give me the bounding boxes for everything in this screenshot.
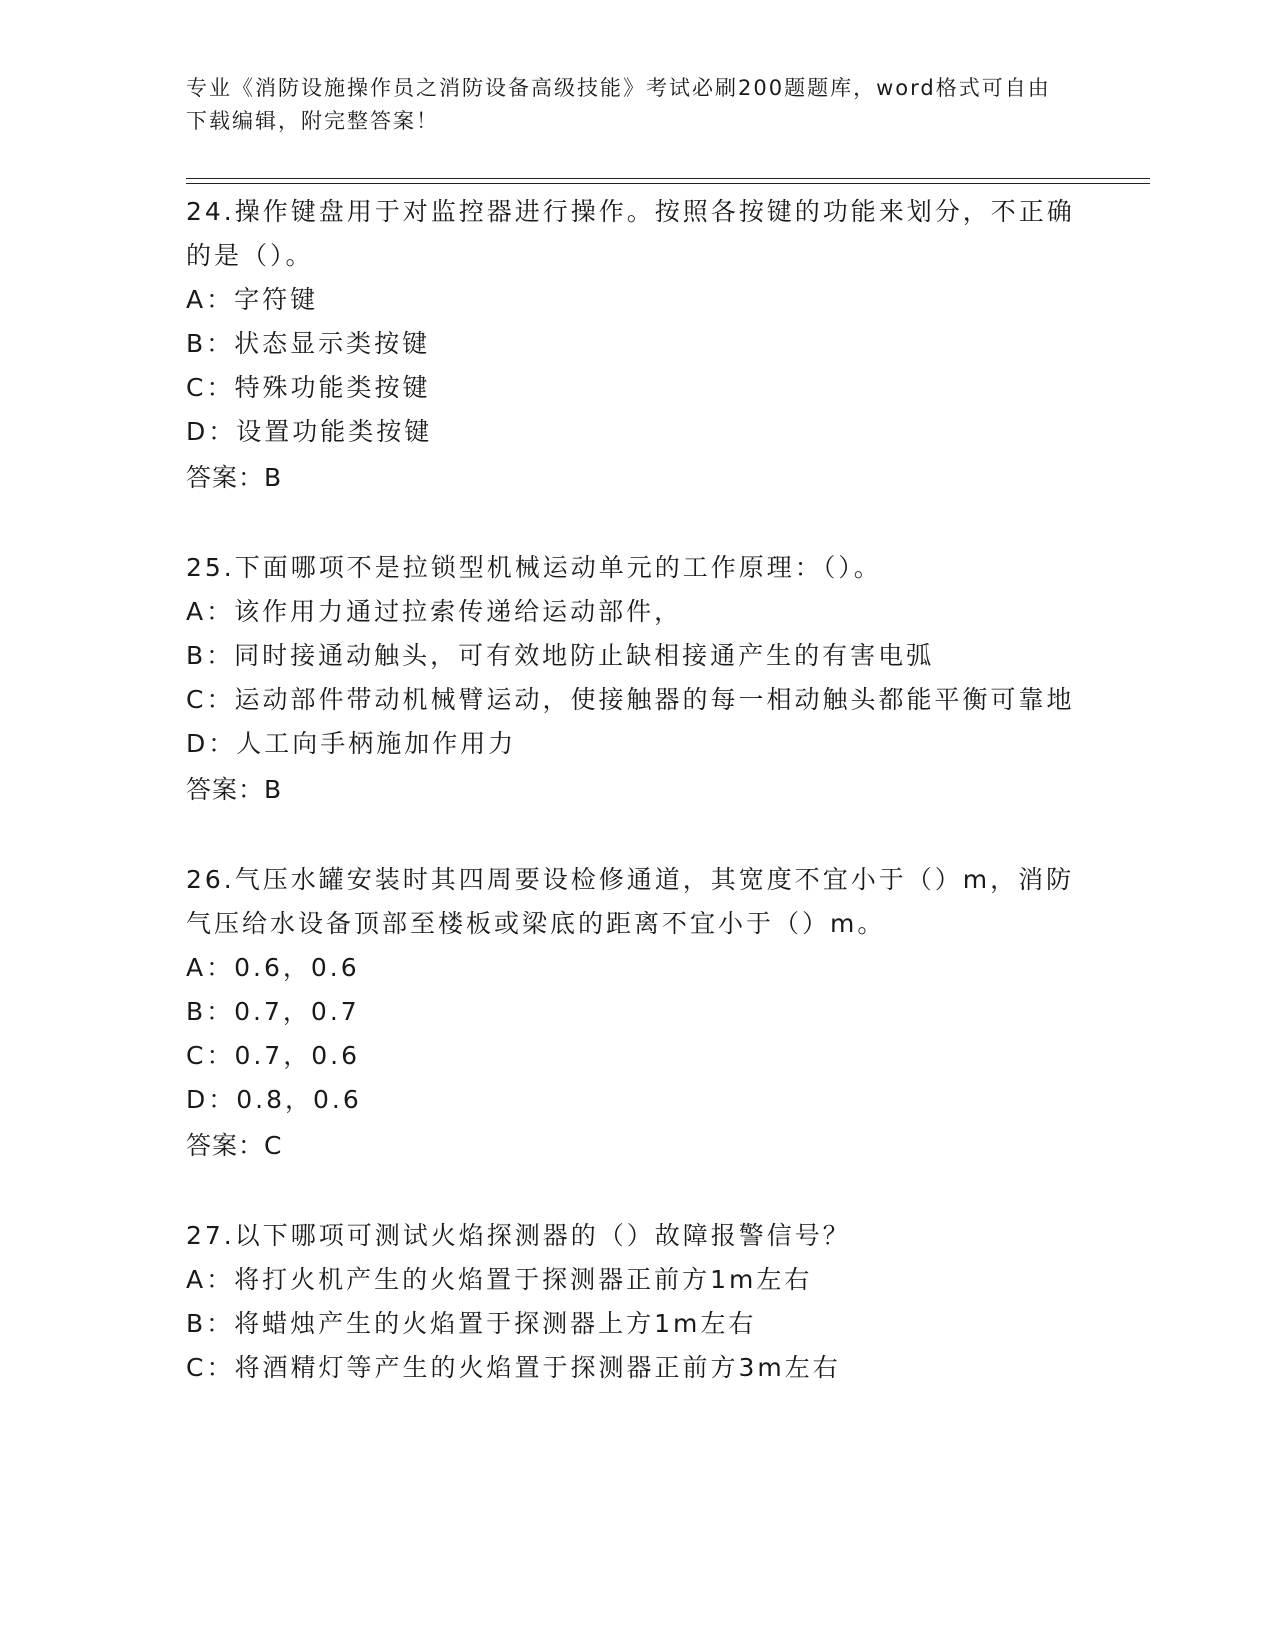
option-a: A：将打火机产生的火焰置于探测器正前方1m左右 [186,1265,813,1294]
header-rule-bottom [186,183,1150,184]
option-a: A：该作用力通过拉索传递给运动部件， [186,597,683,626]
question-27 [186,1214,1076,1390]
answer: 答案：B [186,775,283,804]
question-stem: 25.下面哪项不是拉锁型机械运动单元的工作原理：（）。 [186,553,882,582]
document-header: 专业《消防设施操作员之消防设备高级技能》考试必刷200题题库，word格式可自由下载编辑，附完整答案！ [186,76,1051,133]
option-c: C：将酒精灯等产生的火焰置于探测器正前方3m左右 [186,1353,841,1382]
option-d: D：0.8，0.6 [186,1085,362,1114]
question-stem: 27.以下哪项可测试火焰探测器的（）故障报警信号？ [186,1221,851,1250]
option-b: B：状态显示类按键 [186,329,431,358]
option-d: D：设置功能类按键 [186,417,433,446]
question-24 [186,190,1076,502]
option-a: A：字符键 [186,285,319,314]
answer: 答案：C [186,1131,283,1160]
question-list [186,190,1076,1434]
option-d: D：人工向手柄施加作用力 [186,729,517,758]
header-rule-top [186,178,1150,179]
option-c: C：特殊功能类按键 [186,373,431,402]
question-25 [186,546,1076,814]
option-b: B：0.7，0.7 [186,997,360,1026]
answer: 答案：B [186,463,283,492]
question-stem: 24.操作键盘用于对监控器进行操作。按照各按键的功能来划分，不正确的是（）。 [186,197,1075,270]
question-stem: 26.气压水罐安装时其四周要设检修通道，其宽度不宜小于（）m，消防气压给水设备顶部至楼板或梁底的距离不宜小于（）m。 [186,865,1075,938]
option-c: C：运动部件带动机械臂运动，使接触器的每一相动触头都能平衡可靠地 [186,685,1075,714]
option-c: C：0.7，0.6 [186,1041,360,1070]
question-26 [186,858,1076,1170]
option-b: B：同时接通动触头，可有效地防止缺相接通产生的有害电弧 [186,641,935,670]
option-b: B：将蜡烛产生的火焰置于探测器上方1m左右 [186,1309,757,1338]
option-a: A：0.6，0.6 [186,953,360,982]
